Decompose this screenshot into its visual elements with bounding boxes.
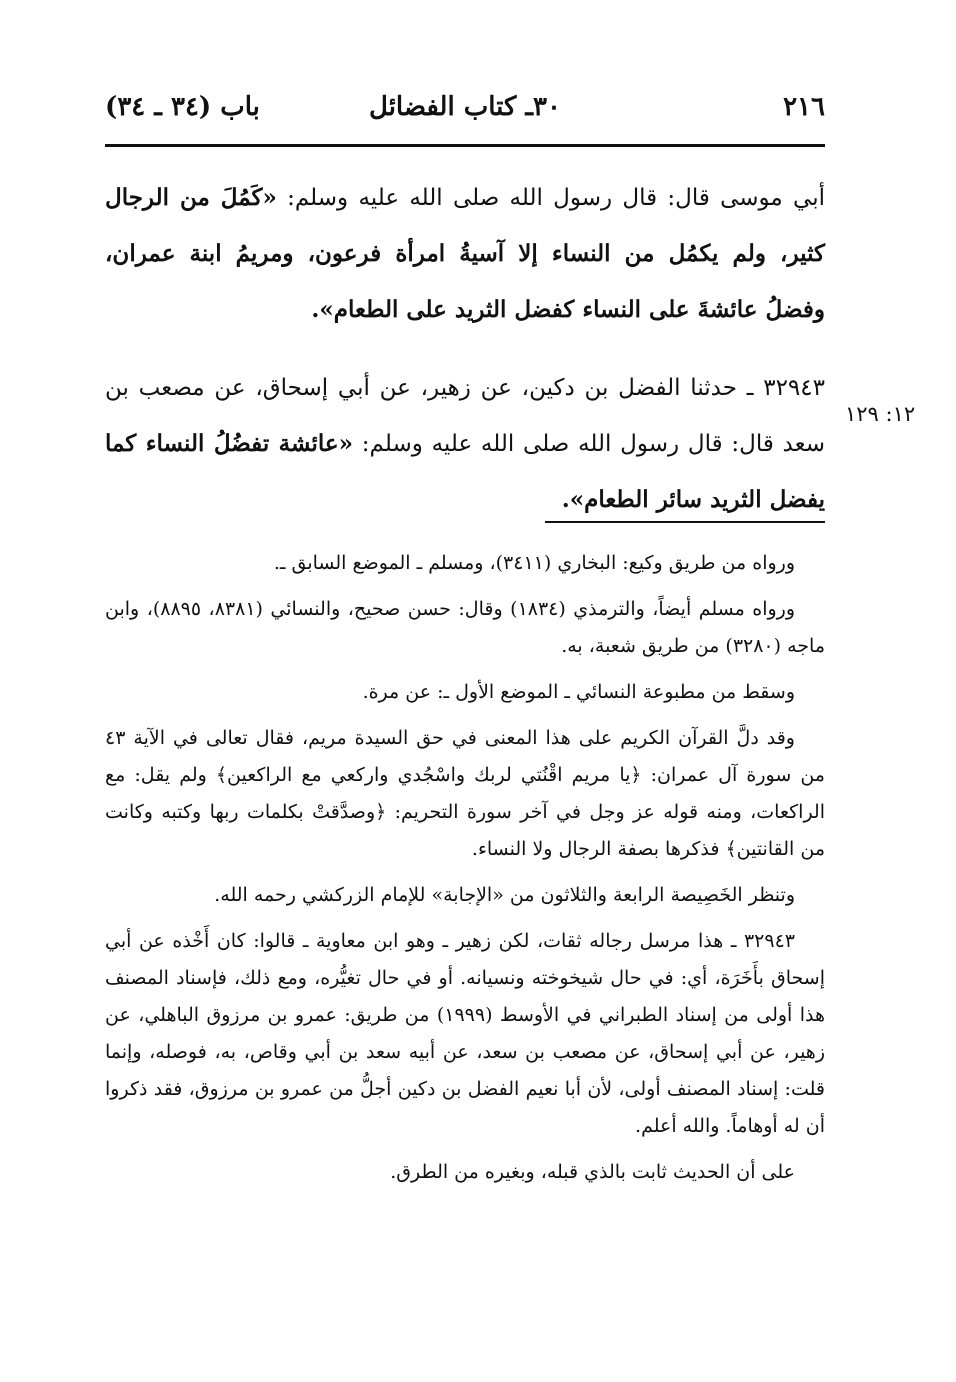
book-title: ٣٠ـ كتاب الفضائل [369, 92, 561, 122]
footnotes [105, 545, 825, 1191]
header-rule [105, 144, 825, 147]
footnote-paragraph: ورواه من طريق وكيع: البخاري (٣٤١١)، ومسلم ـ الموضع السابق ـ. [273, 552, 795, 574]
hadith-2-text: «عائشة تفضُلُ النساء كما يفضل الثريد سائر الطعام». [105, 430, 825, 513]
hadith-2-narration: ٣٢٩٤٣ ـ حدثنا الفضل بن دكين، عن زهير، عن أبي إسحاق، عن مصعب بن سعد قال: قال رسول الله صلى الله عليه وسلم: [105, 375, 826, 457]
footnote-paragraph: ورواه مسلم أيضاً، والترمذي (١٨٣٤) وقال: حسن صحيح، والنسائي (٨٣٨١، ٨٨٩٥)، وابن ماجه (٣٢٨٠) من طريق شعبة، به. [105, 598, 825, 657]
margin-reference: ١٢: ١٢٩ [845, 402, 916, 426]
footnote-paragraph: وقد دلَّ القرآن الكريم على هذا المعنى في حق السيدة مريم، فقال تعالى في الآية ٤٣ من سورة آل عمران: ﴿يا مريم اقْنُتي لربك واسْجُدي واركعي مع الراكعين﴾ ولم يقل: مع الراكعات، ومنه قوله عز وجل في آخر سورة التحريم: ﴿وصدَّقتْ بكلمات ربها وكتبه وكانت من القانتين﴾ فذكرها بصفة الرجال ولا النساء. [105, 727, 825, 860]
footnote-paragraph: وتنظر الخَصِيصة الرابعة والثلاثون من «الإجابة» للإمام الزركشي رحمه الله. [214, 884, 795, 906]
chapter-label: باب (٣٤ ـ ٣٤) [105, 92, 260, 122]
footnote-paragraph: على أن الحديث ثابت بالذي قبله، وبغيره من الطرق. [390, 1161, 795, 1183]
hadith-paragraph-2 [105, 360, 825, 528]
footnote-paragraph: ٣٢٩٤٣ ـ هذا مرسل رجاله ثقات، لكن زهير ـ وهو ابن معاوية ـ قالوا: كان أَخْذه عن أبي إسحاق بأَخَرَة، أي: في حال شيخوخته ونسيانه. أو في حال تغيُّره، ومع ذلك، فإسناد المصنف هذا أولى من إسناد الطبراني في الأوسط (١٩٩٩) من طريق: عمرو بن مرزوق الباهلي، عن زهير، عن أبي إسحاق، عن مصعب بن سعد، عن أبيه سعد بن أبي وقاص، به، فوصله، وإنما قلت: إسناد المصنف أولى، لأن أبا نعيم الفضل بن دكين أجلُّ من عمرو بن مرزوق، فقد ذكروا أن له أوهاماً. والله أعلم. [105, 930, 825, 1137]
footnote-rule [545, 521, 825, 523]
hadith-1-narration: أبي موسى قال: قال رسول الله صلى الله عليه وسلم: [276, 185, 825, 211]
hadith-1-text: «كَمُلَ من الرجال كثير، ولم يكمُل من النساء إلا آسيةُ امرأة فرعون، ومريمُ ابنة عمران، وفضلُ عائشةَ على النساء كفضل الثريد على الطعام». [105, 184, 825, 323]
page-header [105, 88, 825, 132]
main-text [105, 170, 825, 528]
hadith-paragraph-1 [105, 170, 825, 338]
footnote-paragraph: وسقط من مطبوعة النسائي ـ الموضع الأول ـ: عن مرة. [362, 681, 795, 703]
page-number: ٢١٦ [783, 92, 825, 122]
